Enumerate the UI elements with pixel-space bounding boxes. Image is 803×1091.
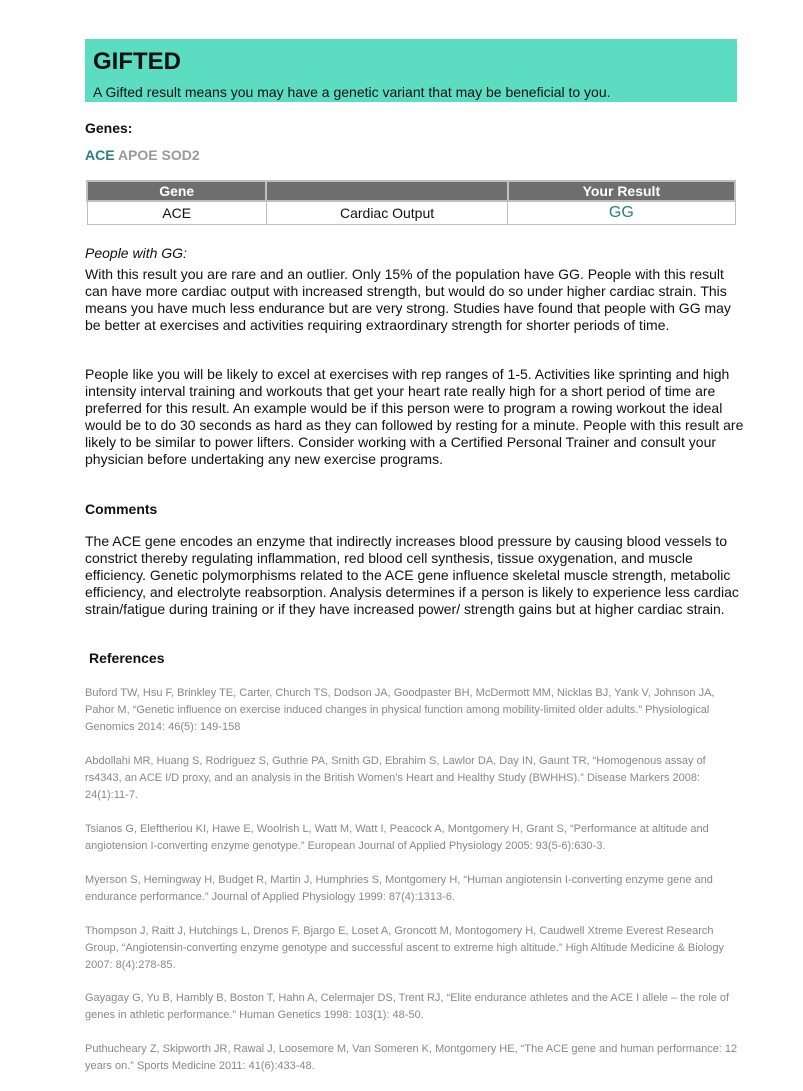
gene-apoe-link[interactable]: APOE	[117, 147, 158, 163]
table-header-result: Your Result	[508, 181, 735, 201]
reference-item: Thompson J, Raitt J, Hutchings L, Drenos F, Bjargo E, Loset A, Groncott M, Montogomery H, Caudwell Xtreme Everest Research Group, “Angiotensin-converting enzyme genotype and successful ascent to extreme high altitude.” High Altitude Medicine & Biology 2007: 8(4):278-85.	[85, 925, 724, 971]
table-header-trait	[266, 181, 507, 201]
table-cell-trait: Cardiac Output	[266, 201, 507, 225]
genes-heading: Genes:	[85, 120, 133, 136]
genes-list	[85, 147, 200, 163]
reference-item: Tsianos G, Eleftheriou KI, Hawe E, Woolrish L, Watt M, Watt I, Peacock A, Montgomery H, Grant S, “Performance at altitude and angiotension I-converting enzyme genotype.” European Journal of Applied Physiology 2005: 93(5-6):630-3.	[85, 823, 709, 852]
table-cell-gene: ACE	[87, 201, 266, 225]
result-paragraph-2: People like you will be likely to excel at exercises with rep ranges of 1-5. Activities like sprinting and high intensity interval training and workouts that get your heart rate really high for a short period of time are preferred for this result. An example would be if this person were to program a rowing workout the ideal would be to do 30 seconds as hard as they can followed by resting for a minute. People with this result are likely to be similar to power lifters. Consider working with a Certified Personal Trainer and consult your physician before undertaking any new exercise programs.	[85, 366, 744, 467]
comments-heading: Comments	[85, 501, 158, 517]
comments-paragraph: The ACE gene encodes an enzyme that indirectly increases blood pressure by causing blood vessels to constrict thereby regulating inflammation, red blood cell synthesis, tissue oxygenation, and muscle efficiency. Genetic polymorphisms related to the ACE gene influence skeletal muscle strength, metabolic efficiency, and electrolyte reabsorption. Analysis determines if a person is likely to experience less cardiac strain/fatigue during training or if they have increased power/ strength gains but at higher cardiac strain.	[85, 533, 739, 617]
reference-item: Abdollahi MR, Huang S, Rodriguez S, Guthrie PA, Smith GD, Ebrahim S, Lawlor DA, Day IN, Gaunt TR, “Homogenous assay of rs4343, an ACE I/D proxy, and an analysis in the British Women’s Heart and Healthy Study (BWHHS).” Disease Markers 2008: 24(1):11-7.	[85, 755, 706, 801]
table-header-gene: Gene	[87, 181, 266, 201]
table-header-row	[87, 181, 735, 201]
people-with-label: People with GG:	[85, 245, 187, 261]
reference-item: Buford TW, Hsu F, Brinkley TE, Carter, Church TS, Dodson JA, Goodpaster BH, McDermott MM, Nicklas BJ, Yank V, Johnson JA, Pahor M, “Genetic influence on exercise induced changes in physical function among mobility-limited older adults.” Physiological Genomics 2014: 46(5): 149-158	[85, 687, 715, 733]
gene-sod2-link[interactable]: SOD2	[161, 147, 200, 163]
table-cell-result: GG	[508, 201, 735, 225]
result-paragraph-1: With this result you are rare and an outlier. Only 15% of the population have GG. People with this result can have more cardiac output with increased strength, but would do so under higher cardiac strain. This means you have much less endurance but are very strong. Studies have found that people with GG may be better at exercises and activities requiring extraordinary strength for shorter periods of time.	[85, 266, 731, 333]
reference-item: Puthucheary Z, Skipworth JR, Rawal J, Loosemore M, Van Someren K, Montgomery HE, “The ACE gene and human performance: 12 years on.” Sports Medicine 2011: 41(6):433-48.	[85, 1043, 738, 1072]
reference-item: Myerson S, Hemingway H, Budget R, Martin J, Humphries S, Montgomery H, “Human angiotensin I-converting enzyme gene and endurance performance.” Journal of Applied Physiology 1999: 87(4):1313-6.	[85, 874, 713, 903]
result-title: GIFTED	[93, 48, 181, 75]
references-heading: References	[89, 650, 165, 666]
result-description: A Gifted result means you may have a genetic variant that may be beneficial to you.	[93, 84, 611, 100]
gene-ace-link[interactable]: ACE	[85, 147, 115, 163]
reference-item: Gayagay G, Yu B, Hambly B, Boston T, Hahn A, Celermajer DS, Trent RJ, “Elite endurance athletes and the ACE I allele – the role of genes in athletic performance.” Human Genetics 1998: 103(1): 48-50.	[85, 992, 730, 1021]
result-table	[86, 180, 736, 225]
table-row	[87, 201, 735, 225]
result-banner	[85, 39, 737, 102]
